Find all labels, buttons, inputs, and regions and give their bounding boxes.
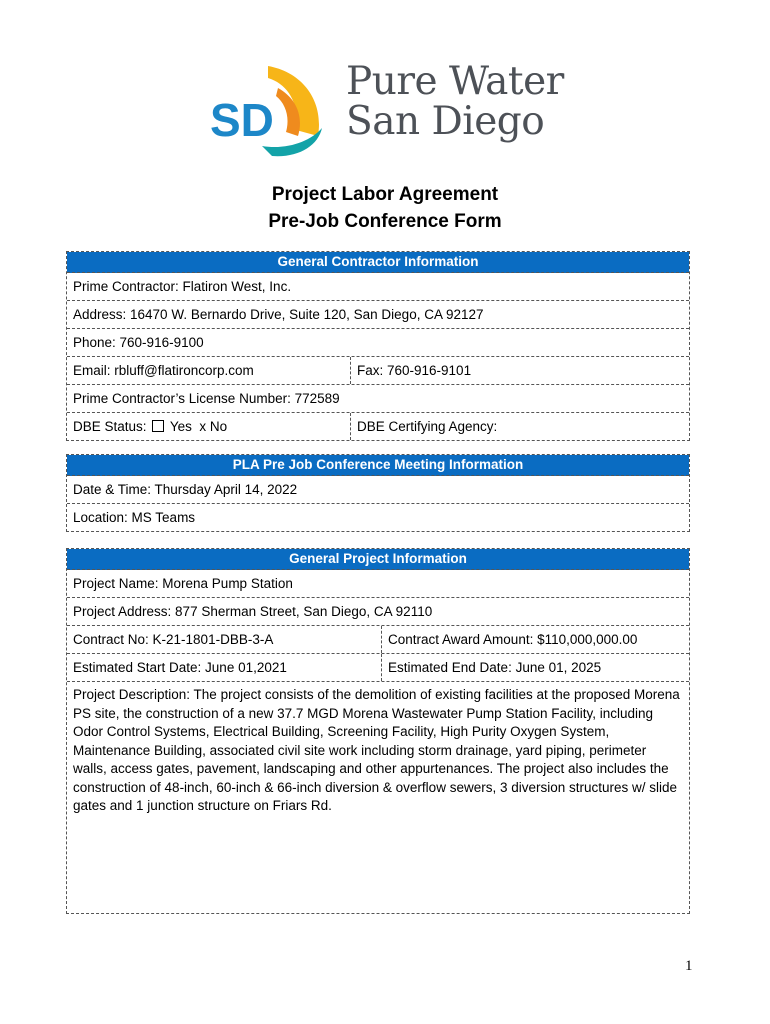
dbe-status-field xyxy=(67,413,350,440)
logo-wordmark xyxy=(346,59,564,144)
contract-award-amount-field: Contract Award Amount: $110,000,000.00 xyxy=(381,626,689,653)
dbe-certifying-agency-field: DBE Certifying Agency: xyxy=(350,413,689,440)
section-header: General Contractor Information xyxy=(67,252,689,273)
fax-field: Fax: 760-916-9101 xyxy=(350,357,689,384)
general-project-section xyxy=(66,548,690,914)
title-line-1: Project Labor Agreement xyxy=(271,184,499,205)
project-address-field: Project Address: 877 Sherman Street, San Diego, CA 92110 xyxy=(73,604,433,619)
logo-line-2: San Diego xyxy=(346,99,545,144)
dbe-no-option: x No xyxy=(199,419,228,434)
pla-meeting-section xyxy=(66,454,690,532)
license-number-field: Prime Contractor’s License Number: 772589 xyxy=(73,391,340,406)
section-header: PLA Pre Job Conference Meeting Information xyxy=(67,455,689,476)
address-field: Address: 16470 W. Bernardo Drive, Suite 120, San Diego, CA 92127 xyxy=(73,307,484,322)
dbe-status-label: DBE Status: xyxy=(73,419,147,434)
email-field: Email: rbluff@flatironcorp.com xyxy=(73,363,254,378)
estimated-end-date-field: Estimated End Date: June 01, 2025 xyxy=(381,654,689,681)
location-field: Location: MS Teams xyxy=(73,510,196,525)
form-title xyxy=(0,181,770,235)
general-contractor-section xyxy=(66,251,690,441)
page-number: 1 xyxy=(685,958,693,974)
project-name-field: Project Name: Morena Pump Station xyxy=(73,576,293,591)
section-header: General Project Information xyxy=(67,549,689,570)
logo-line-1: Pure Water xyxy=(346,59,564,104)
contract-number-field: Contract No: K-21-1801-DBB-3-A xyxy=(73,632,274,647)
estimated-start-date-field: Estimated Start Date: June 01,2021 xyxy=(73,660,287,675)
project-description-field: Project Description: The project consists of the demolition of existing facilities at the proposed Morena PS site, the construction of a new 37.7 MGD Morena Wastewater Pump Station Facility, including Odor Control Systems, Electrical Building, Screening Facility, High Purity Oxygen System, Maintenance Building, associated civil site work including storm drainage, yard piping, perimeter walls, access gates, pavement, landscaping and other appurtenances. The project also includes the construction of 48-inch, 60-inch & 66-inch diversion & overflow sewers, 3 diversion structures w/ slide gates and 1 junction structure on Friars Rd. xyxy=(73,687,680,813)
title-line-2: Pre-Job Conference Form xyxy=(268,211,502,232)
phone-field: Phone: 760-916-9100 xyxy=(73,335,204,350)
date-time-field: Date & Time: Thursday April 14, 2022 xyxy=(73,482,298,497)
dbe-yes-label: Yes xyxy=(169,419,192,434)
prime-contractor-field: Prime Contractor: Flatiron West, Inc. xyxy=(73,279,292,294)
dbe-yes-checkbox[interactable] xyxy=(152,420,164,432)
logo-sd-mark: SD xyxy=(210,94,274,146)
